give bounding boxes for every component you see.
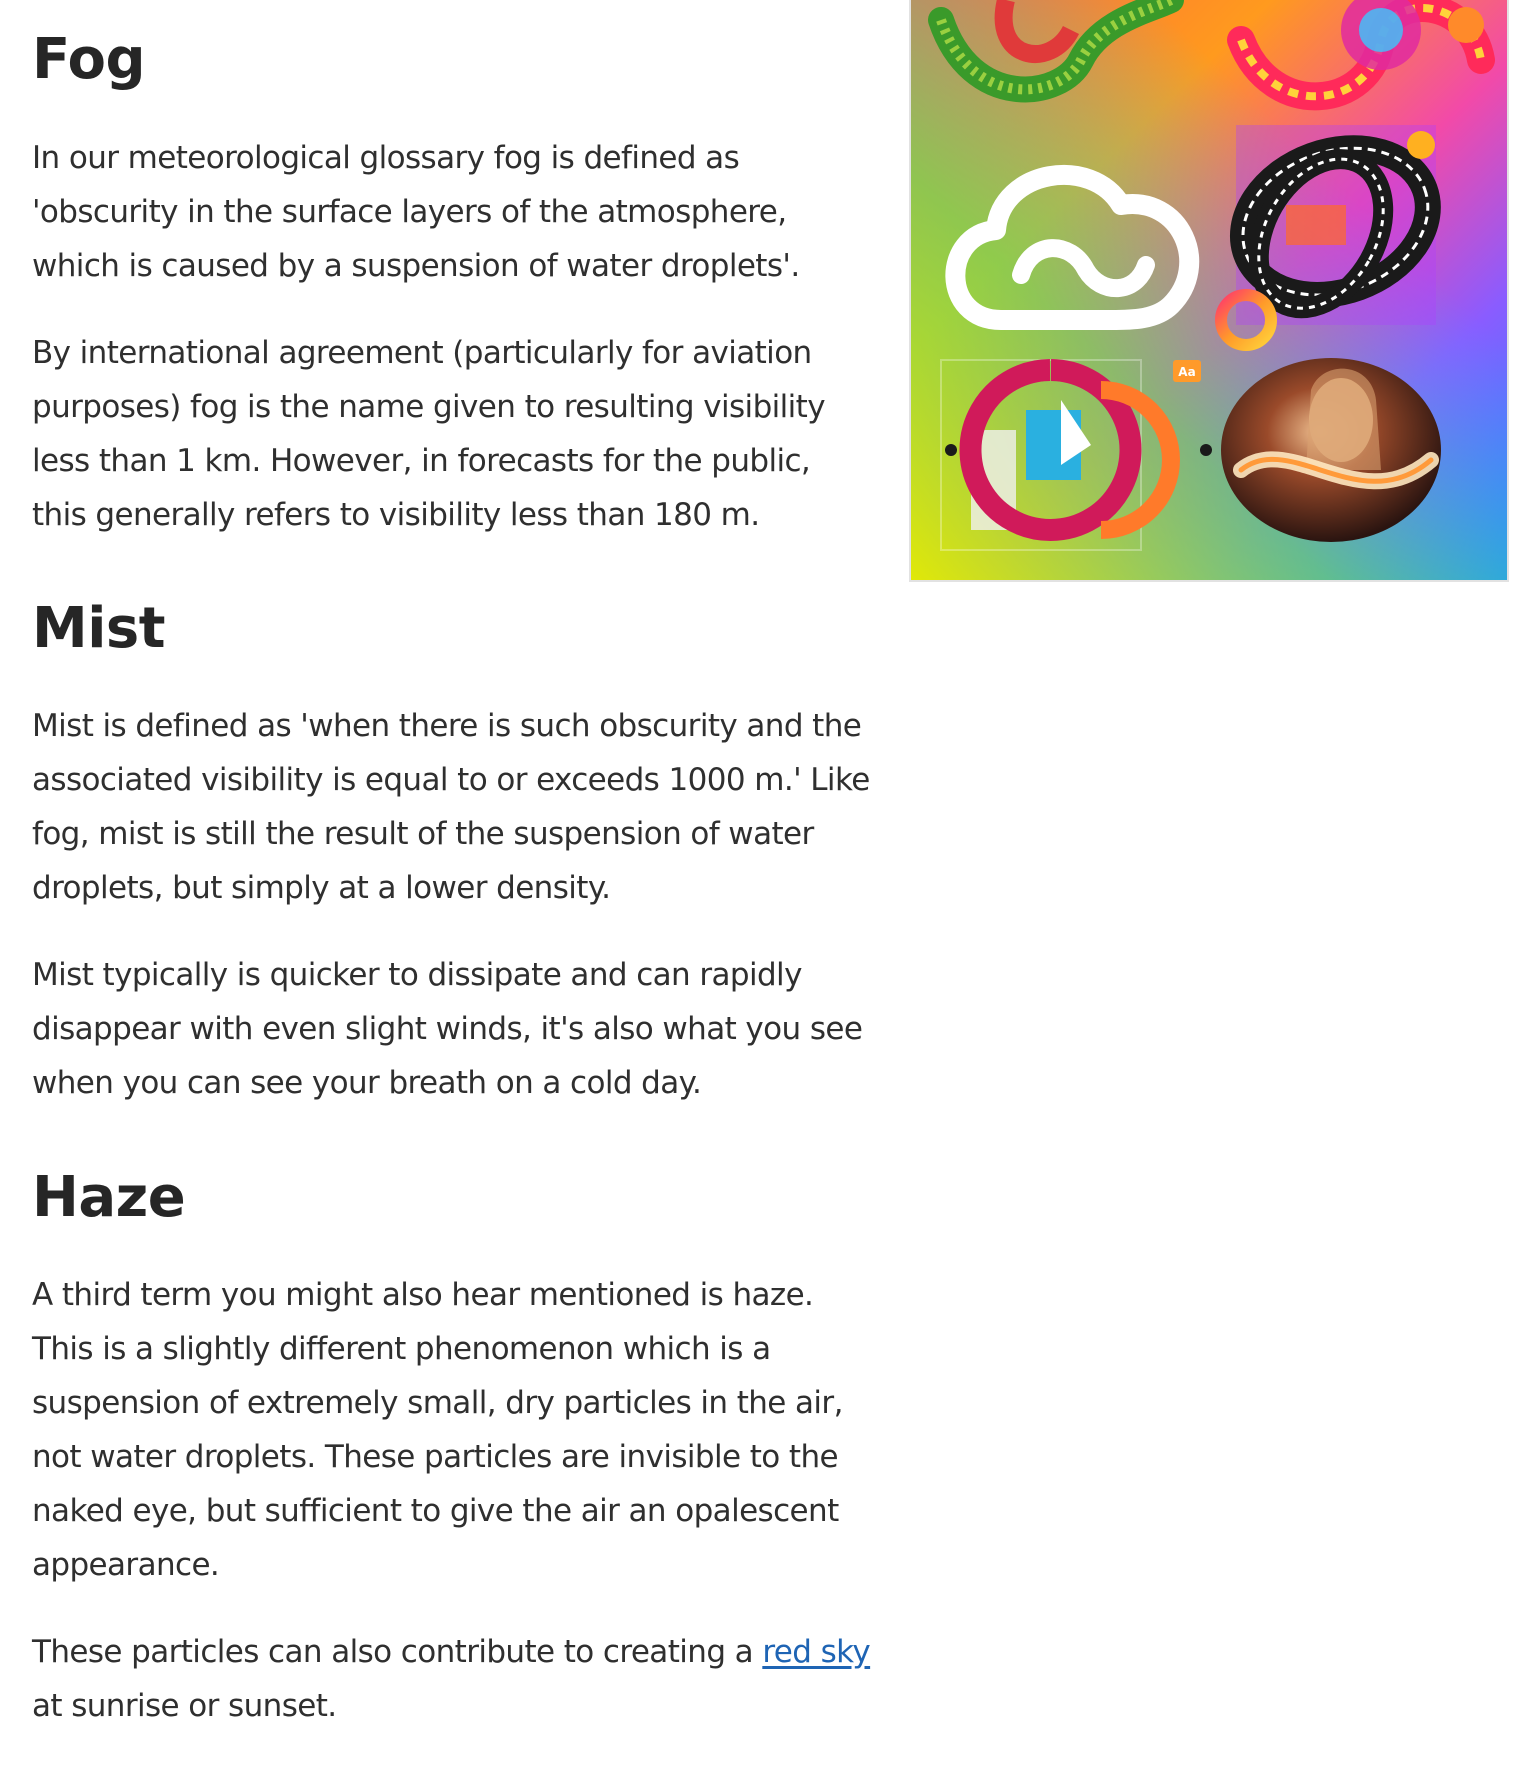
- section-heading-fog: Fog: [32, 27, 146, 92]
- fog-paragraph-2: By international agreement (particularly for aviation purposes) fog is the name given to resulting visibility less than 1 km. However, in forecasts for the public, this generally refers to visibility less than 180 m.: [32, 335, 825, 533]
- portrait-photo: [1221, 358, 1441, 542]
- section-heading-mist: Mist: [32, 596, 166, 661]
- haze-paragraph-2-text: These particles can also contribute to creating a: [32, 1634, 763, 1670]
- promo-artwork: [911, 0, 1509, 582]
- fog-paragraph-1: In our meteorological glossary fog is defined as 'obscurity in the surface layers of the atmosphere, which is caused by a suspension of water droplets'.: [32, 140, 800, 284]
- red-sky-link[interactable]: red sky: [762, 1634, 871, 1670]
- section-heading-haze: Haze: [32, 1165, 186, 1230]
- font-badge: [1173, 360, 1201, 382]
- haze-paragraph-1: A third term you might also hear mentioned is haze. This is a slightly different phenomenon which is a suspension of extremely small, dry particles in the air, not water droplets. These particles are invisible to the naked eye, but sufficient to give the air an opalescent appearance.: [32, 1277, 843, 1583]
- mist-paragraph-1: Mist is defined as 'when there is such obscurity and the associated visibility is equal to or exceeds 1000 m.' Like fog, mist is still the result of the suspension of water droplets, but simply at a lower density.: [32, 708, 870, 906]
- mist-paragraph-2: Mist typically is quicker to dissipate and can rapidly disappear with even slight winds, it's also what you see when you can see your breath on a cold day.: [32, 957, 863, 1101]
- haze-paragraph-2-tail: at sunrise or sunset.: [32, 1688, 337, 1724]
- promo-image[interactable]: [909, 0, 1509, 582]
- svg-text:Aa: Aa: [1178, 365, 1196, 379]
- haze-paragraph-2: [32, 1625, 872, 1733]
